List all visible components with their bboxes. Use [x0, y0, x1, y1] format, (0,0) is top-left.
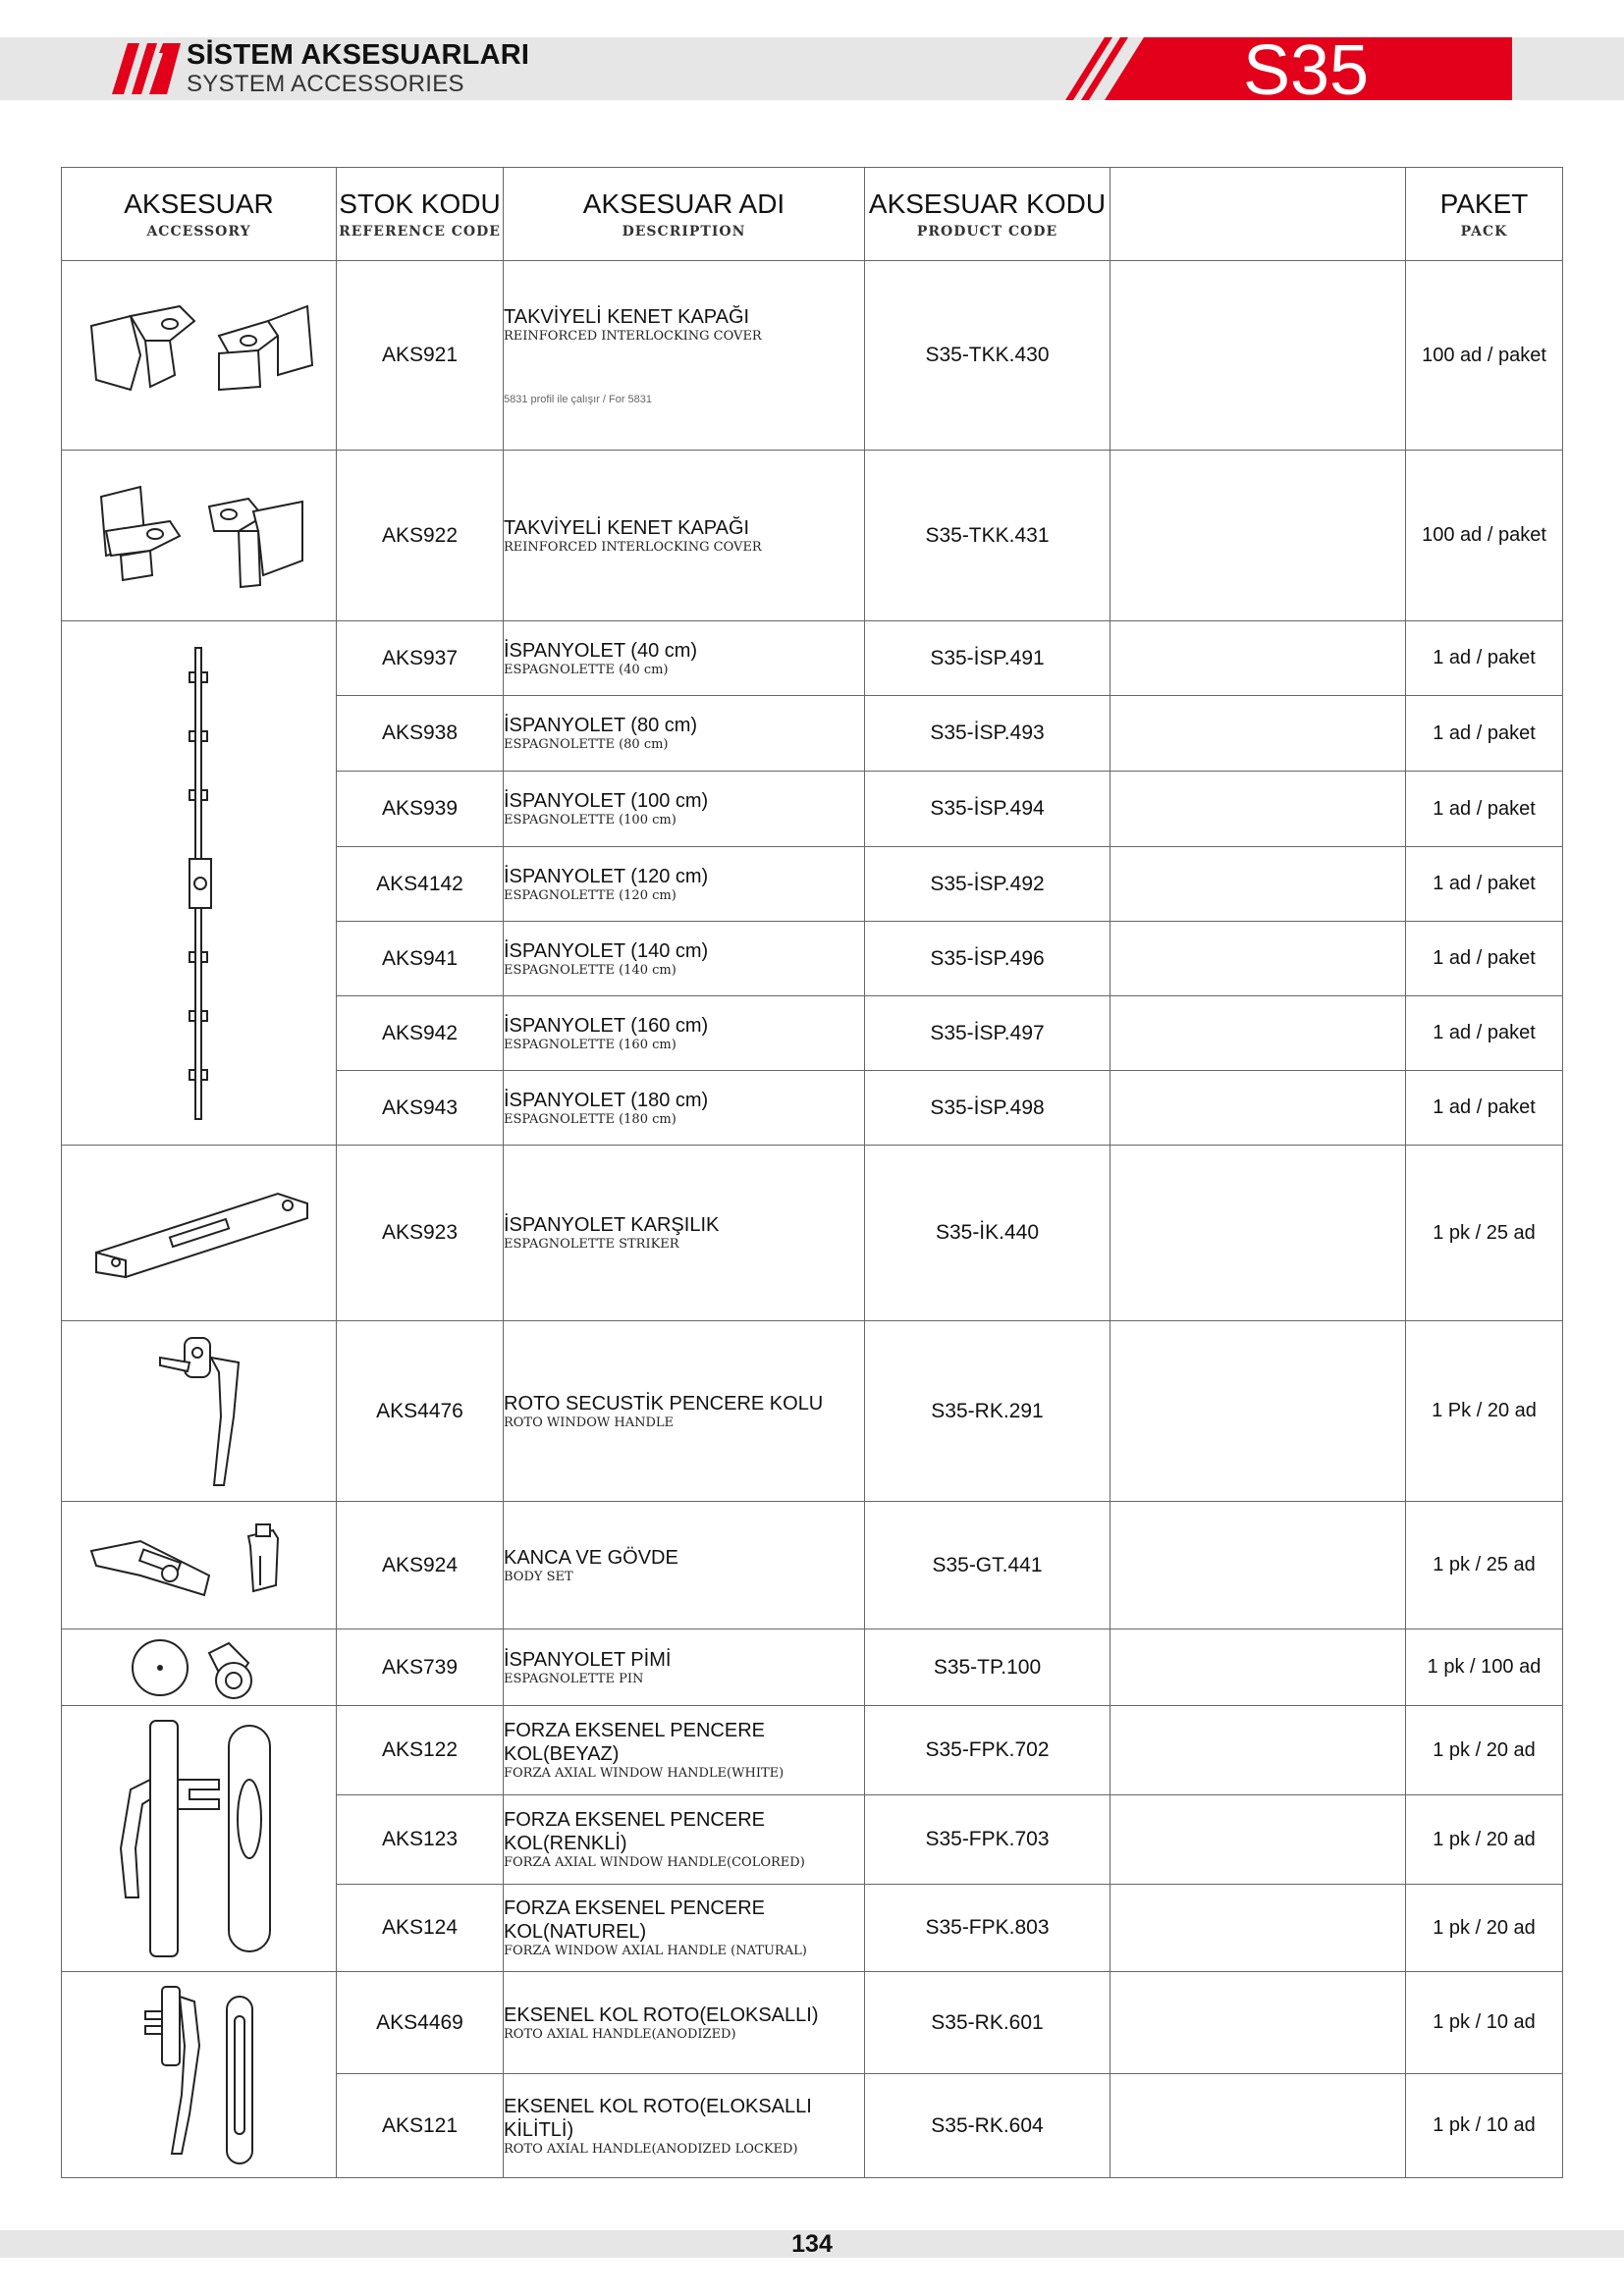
blank-cell [1110, 1502, 1406, 1629]
accessory-name-en: REINFORCED INTERLOCKING COVER [504, 329, 762, 344]
blank-cell [1110, 696, 1406, 772]
blank-cell [1110, 621, 1406, 696]
table-header-row [62, 168, 1563, 261]
stock-code: AKS924 [337, 1502, 504, 1629]
accessory-name-en: ROTO AXIAL HANDLE(ANODIZED LOCKED) [504, 2141, 798, 2157]
product-image-roto-axial-handle [62, 1972, 337, 2178]
table-row [62, 261, 1563, 451]
stock-code: AKS941 [337, 922, 504, 996]
header-title: SİSTEM AKSESUARLARI [187, 39, 530, 71]
col-pack: PAKET PACK [1406, 168, 1563, 261]
accessory-name: İSPANYOLET (100 cm) [504, 790, 709, 812]
blank-cell [1110, 451, 1406, 621]
product-image-espagnolette [62, 621, 337, 1146]
pack-qty: 1 ad / paket [1406, 621, 1563, 696]
accessory-name: İSPANYOLET PİMİ [504, 1648, 672, 1671]
pack-qty: 100 ad / paket [1406, 261, 1563, 451]
product-image-espagnolette-pin [62, 1629, 337, 1706]
product-code: S35-İSP.493 [865, 696, 1110, 772]
table-row [62, 1706, 1563, 1795]
pack-qty: 100 ad / paket [1406, 451, 1563, 621]
product-code: S35-İSP.496 [865, 922, 1110, 996]
blank-cell [1110, 1146, 1406, 1321]
accessory-name-en: ESPAGNOLETTE (180 cm) [504, 1111, 677, 1127]
table-row [62, 1972, 1563, 2074]
table-row [62, 1629, 1563, 1706]
product-code: S35-RK.601 [865, 1972, 1110, 2074]
product-image-window-handle [62, 1321, 337, 1502]
description-cell [504, 1629, 865, 1706]
stock-code: AKS124 [337, 1885, 504, 1972]
description-cell [504, 1972, 865, 2074]
accessory-name-en: ESPAGNOLETTE (80 cm) [504, 737, 669, 752]
product-code: S35-GT.441 [865, 1502, 1110, 1629]
pack-qty: 1 ad / paket [1406, 772, 1563, 847]
accessory-name: KANCA VE GÖVDE [504, 1546, 678, 1569]
accessory-name-en: ESPAGNOLETTE (120 cm) [504, 887, 677, 903]
header-subtitle: SYSTEM ACCESSORIES [187, 71, 464, 97]
pack-qty: 1 Pk / 20 ad [1406, 1321, 1563, 1502]
description-cell [504, 451, 865, 621]
description-cell [504, 1071, 865, 1146]
accessory-name-en: REINFORCED INTERLOCKING COVER [504, 539, 762, 555]
accessory-name: EKSENEL KOL ROTO(ELOKSALLI KİLİTLİ) [504, 2095, 812, 2141]
accessory-name: İSPANYOLET (180 cm) [504, 1089, 709, 1111]
pack-qty: 1 pk / 20 ad [1406, 1706, 1563, 1795]
accessory-name: İSPANYOLET (140 cm) [504, 939, 709, 962]
stock-code: AKS121 [337, 2074, 504, 2178]
stock-code: AKS123 [337, 1795, 504, 1885]
pack-qty: 1 pk / 20 ad [1406, 1795, 1563, 1885]
blank-cell [1110, 1885, 1406, 1972]
table-row [62, 1502, 1563, 1629]
stock-code: AKS938 [337, 696, 504, 772]
accessory-name: FORZA EKSENEL PENCERE KOL(RENKLİ) [504, 1809, 765, 1854]
accessory-name: TAKVİYELİ KENET KAPAĞI [504, 306, 750, 328]
accessory-name-en: ESPAGNOLETTE (160 cm) [504, 1037, 677, 1052]
product-code: S35-TP.100 [865, 1629, 1110, 1706]
accessory-name-en: BODY SET [504, 1569, 573, 1584]
table-row [62, 451, 1563, 621]
stock-code: AKS739 [337, 1629, 504, 1706]
blank-cell [1110, 261, 1406, 451]
accessory-name-en: ESPAGNOLETTE (40 cm) [504, 662, 669, 677]
pack-qty: 1 pk / 25 ad [1406, 1146, 1563, 1321]
product-code: S35-İSP.491 [865, 621, 1110, 696]
blank-cell [1110, 996, 1406, 1071]
col-blank [1110, 168, 1406, 261]
pack-qty: 1 ad / paket [1406, 922, 1563, 996]
description-cell [504, 2074, 865, 2178]
accessory-name: ROTO SECUSTİK PENCERE KOLU [504, 1392, 824, 1415]
blank-cell [1110, 1706, 1406, 1795]
stock-code: AKS4469 [337, 1972, 504, 2074]
col-product-code: AKSESUAR KODU PRODUCT CODE [865, 168, 1110, 261]
accessory-name: TAKVİYELİ KENET KAPAĞI [504, 516, 750, 539]
col-accessory-name: AKSESUAR ADI DESCRIPTION [504, 168, 865, 261]
accessory-table [61, 167, 1563, 2178]
pack-qty: 1 ad / paket [1406, 847, 1563, 922]
description-cell [504, 696, 865, 772]
col-stock-code: STOK KODU REFERENCE CODE [337, 168, 504, 261]
accessory-name-en: ESPAGNOLETTE (140 cm) [504, 962, 677, 978]
accessory-name-en: FORZA AXIAL WINDOW HANDLE(COLORED) [504, 1855, 805, 1870]
stock-code: AKS922 [337, 451, 504, 621]
blank-cell [1110, 1321, 1406, 1502]
product-image-striker [62, 1146, 337, 1321]
product-code: S35-RK.604 [865, 2074, 1110, 2178]
product-code: S35-İK.440 [865, 1146, 1110, 1321]
blank-cell [1110, 1071, 1406, 1146]
accessory-name-en: ESPAGNOLETTE PIN [504, 1671, 644, 1686]
stock-code: AKS122 [337, 1706, 504, 1795]
accessory-name: FORZA EKSENEL PENCERE KOL(NATUREL) [504, 1897, 765, 1943]
accessory-name: İSPANYOLET KARŞILIK [504, 1214, 720, 1236]
blank-cell [1110, 1629, 1406, 1706]
description-cell [504, 1885, 865, 1972]
product-code: S35-FPK.803 [865, 1885, 1110, 1972]
description-cell [504, 847, 865, 922]
pack-qty: 1 ad / paket [1406, 1071, 1563, 1146]
description-cell [504, 1706, 865, 1795]
description-cell [504, 261, 865, 451]
stock-code: AKS937 [337, 621, 504, 696]
accessory-name-en: ROTO WINDOW HANDLE [504, 1415, 674, 1430]
product-code: S35-TKK.431 [865, 451, 1110, 621]
accessory-name-en: ESPAGNOLETTE (100 cm) [504, 813, 677, 828]
table-row [62, 621, 1563, 696]
description-cell [504, 772, 865, 847]
pack-qty: 1 pk / 10 ad [1406, 1972, 1563, 2074]
accessory-name-en: FORZA AXIAL WINDOW HANDLE(WHITE) [504, 1766, 785, 1781]
product-code: S35-TKK.430 [865, 261, 1110, 451]
pack-qty: 1 ad / paket [1406, 996, 1563, 1071]
table-row [62, 1146, 1563, 1321]
product-code: S35-İSP.497 [865, 996, 1110, 1071]
product-image-body-set [62, 1502, 337, 1629]
accessory-name: İSPANYOLET (120 cm) [504, 865, 709, 887]
blank-cell [1110, 772, 1406, 847]
blank-cell [1110, 1795, 1406, 1885]
stock-code: AKS921 [337, 261, 504, 451]
col-accessory: AKSESUAR ACCESSORY [62, 168, 337, 261]
product-image-forza-handle [62, 1706, 337, 1972]
accessory-name-en: ROTO AXIAL HANDLE(ANODIZED) [504, 2026, 736, 2042]
series-label: S35 [1242, 31, 1370, 110]
pack-qty: 1 pk / 10 ad [1406, 2074, 1563, 2178]
blank-cell [1110, 2074, 1406, 2178]
brand-logo [110, 39, 183, 96]
product-code: S35-İSP.492 [865, 847, 1110, 922]
profile-note: 5831 profil ile çalışır / For 5831 [504, 394, 653, 405]
stock-code: AKS4142 [337, 847, 504, 922]
stock-code: AKS942 [337, 996, 504, 1071]
product-code: S35-RK.291 [865, 1321, 1110, 1502]
accessory-name: EKSENEL KOL ROTO(ELOKSALLI) [504, 2003, 819, 2026]
product-code: S35-FPK.702 [865, 1706, 1110, 1795]
accessory-name: İSPANYOLET (40 cm) [504, 639, 698, 662]
product-code: S35-İSP.498 [865, 1071, 1110, 1146]
page-number: 134 [791, 2230, 833, 2258]
pack-qty: 1 ad / paket [1406, 696, 1563, 772]
pack-qty: 1 pk / 20 ad [1406, 1885, 1563, 1972]
accessory-name: İSPANYOLET (80 cm) [504, 715, 698, 736]
pack-qty: 1 pk / 100 ad [1406, 1629, 1563, 1706]
description-cell [504, 621, 865, 696]
stock-code: AKS4476 [337, 1321, 504, 1502]
accessory-name-en: ESPAGNOLETTE STRIKER [504, 1237, 679, 1252]
description-cell [504, 996, 865, 1071]
description-cell [504, 1146, 865, 1321]
description-cell [504, 1321, 865, 1502]
description-cell [504, 1795, 865, 1885]
product-code: S35-FPK.703 [865, 1795, 1110, 1885]
pack-qty: 1 pk / 25 ad [1406, 1502, 1563, 1629]
accessory-name: FORZA EKSENEL PENCERE KOL(BEYAZ) [504, 1720, 765, 1765]
product-code: S35-İSP.494 [865, 772, 1110, 847]
blank-cell [1110, 1972, 1406, 2074]
stock-code: AKS943 [337, 1071, 504, 1146]
stock-code: AKS939 [337, 772, 504, 847]
table-row [62, 1321, 1563, 1502]
product-image-interlocking-cover [62, 261, 337, 451]
accessory-name-en: FORZA WINDOW AXIAL HANDLE (NATURAL) [504, 1944, 807, 1958]
blank-cell [1110, 847, 1406, 922]
accessory-name: İSPANYOLET (160 cm) [504, 1014, 709, 1037]
stock-code: AKS923 [337, 1146, 504, 1321]
description-cell [504, 922, 865, 996]
blank-cell [1110, 922, 1406, 996]
description-cell [504, 1502, 865, 1629]
product-image-interlocking-cover [62, 451, 337, 621]
